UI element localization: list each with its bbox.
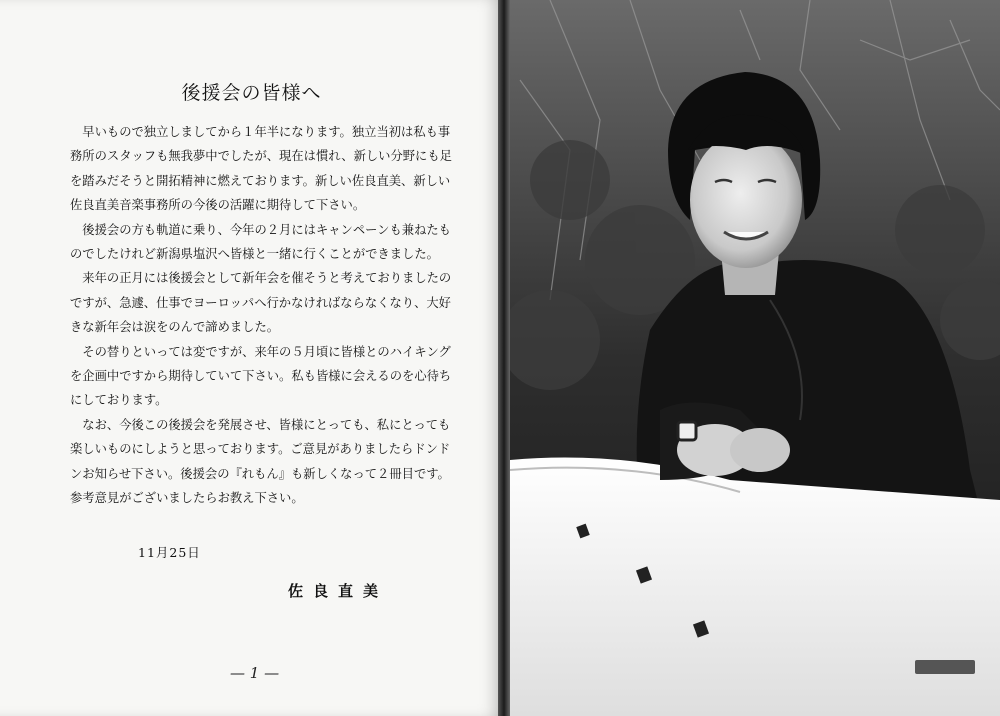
paragraph: 来年の正月には後援会として新年会を催そうと考えておりましたのですが、急遽、仕事でヨーロッパへ行かなければならなくなり、大好きな新年会は涙をのんで諦めました。 <box>70 271 452 335</box>
signature: 佐良直美 <box>288 582 389 600</box>
paragraph: 後援会の方も軌道に乗り、今年の２月にはキャンペーンも兼ねたものでしたけれど新潟県塩沢へ皆様と一緒に行くことができました。 <box>70 222 451 262</box>
paragraph: なお、今後この後援会を発展させ、皆様にとっても、私にとっても楽しいものにしようと思っております。ご意見がありましたらドンドンお知らせ下さい。後援会の『れもん』も新しくなって２冊目です。参考意見がございましたらお教え下さい。 <box>70 417 451 506</box>
face <box>690 132 802 268</box>
page-number: — 1 — <box>230 664 280 682</box>
paragraph: その替りといっては変ですが、来年の５月頃に皆様とのハイキングを企画中ですから期待していて下さい。私も皆様に会えるのを心待ちにしております。 <box>70 344 452 408</box>
wristwatch <box>678 422 696 440</box>
portrait-photo <box>510 0 1000 716</box>
letter-body <box>70 120 456 511</box>
car-door <box>510 458 1000 716</box>
hand <box>730 428 790 472</box>
page-title: 後援会の皆様へ <box>181 82 322 104</box>
car-emblem <box>915 660 975 674</box>
right-page <box>510 0 1000 716</box>
book-gutter <box>498 0 510 716</box>
letter-date: 11月25日 <box>138 545 201 560</box>
paragraph: 早いもので独立しましてから１年半になります。独立当初は私も事務所のスタッフも無我夢中でしたが、現在は慣れ、新しい分野にも足を踏みだそうと開拓精神に燃えております。新しい佐良直美、新しい佐良直美音楽事務所の今後の活躍に期待して下さい。 <box>70 125 452 213</box>
